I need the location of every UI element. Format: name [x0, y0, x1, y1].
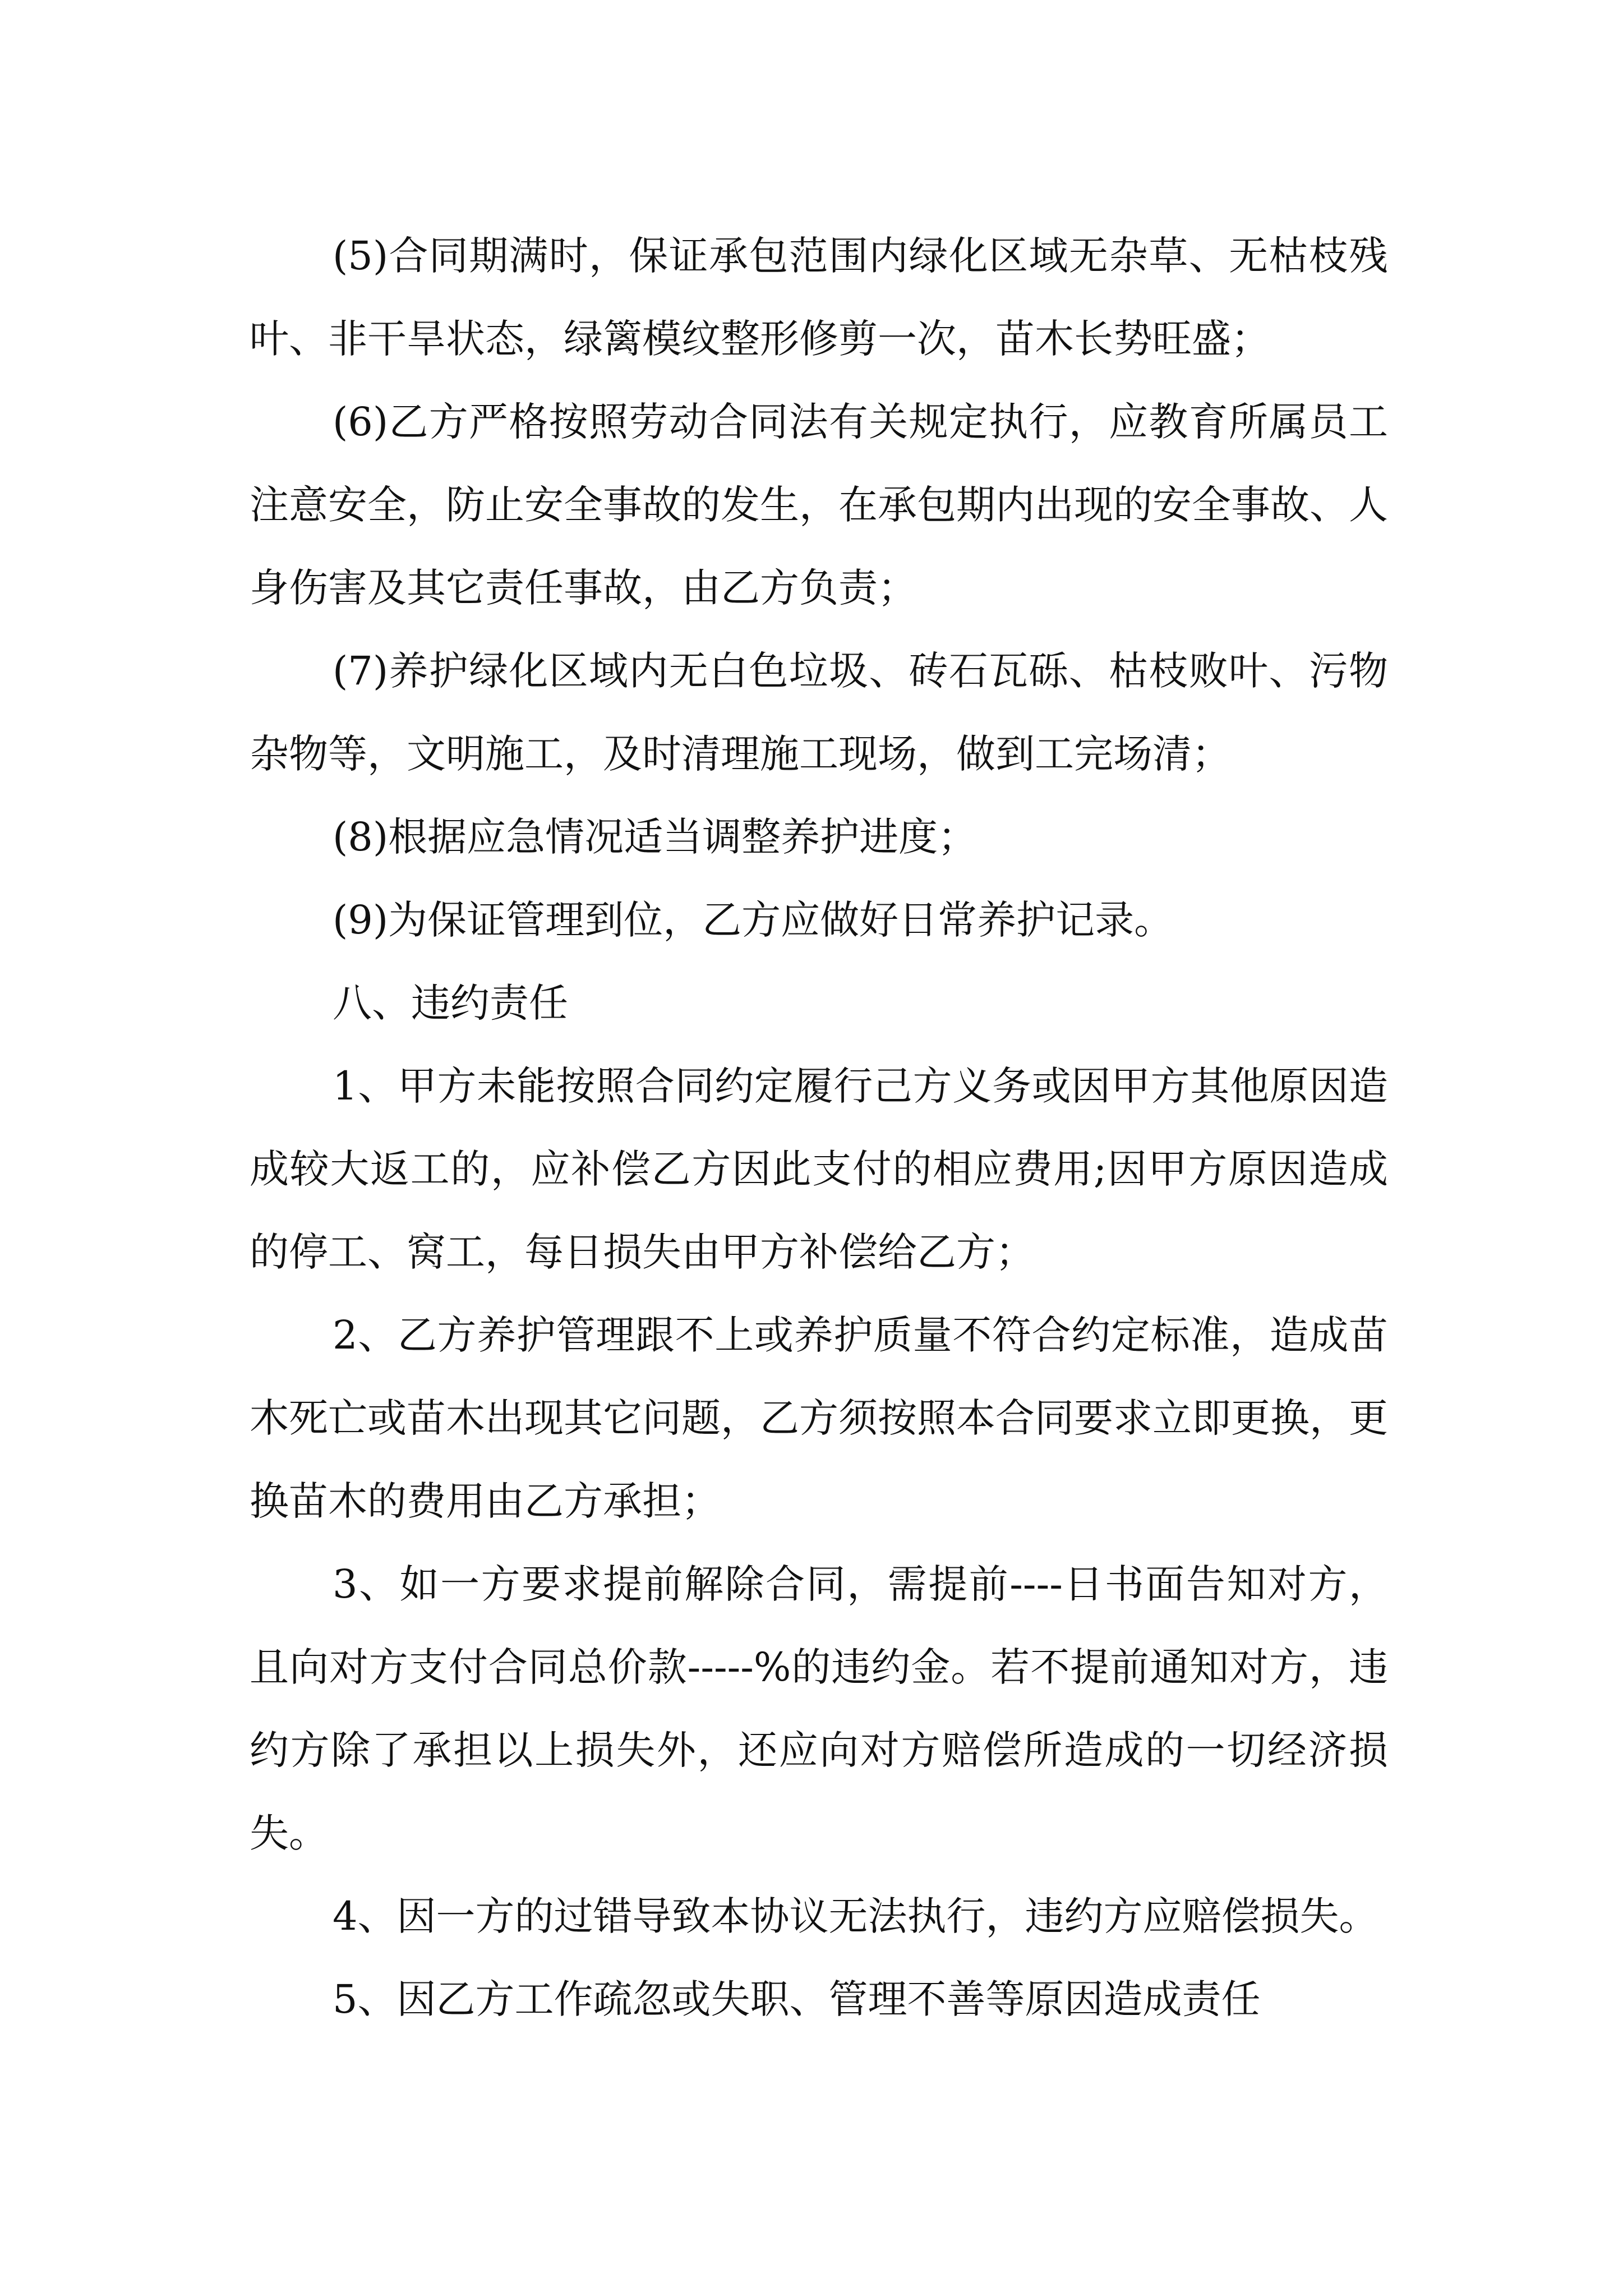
- clause-8-3: 3、如一方要求提前解除合同，需提前----日书面告知对方，且向对方支付合同总价款-----%的违约金。若不提前通知对方，违约方除了承担以上损失外，还应向对方赔偿所造成的一切经济损失。: [250, 1561, 1388, 1856]
- clause-7-7: (7)养护绿化区域内无白色垃圾、砖石瓦砾、枯枝败叶、污物杂物等，文明施工，及时清理施工现场，做到工完场清；: [250, 648, 1388, 777]
- clause-7-8: (8)根据应急情况适当调整养护进度；: [333, 814, 978, 860]
- clause-8-2: 2、乙方养护管理跟不上或养护质量不符合约定标准，造成苗木死亡或苗木出现其它问题，乙方须按照本合同要求立即更换，更换苗木的费用由乙方承担；: [250, 1312, 1388, 1524]
- document-body: [250, 214, 1388, 2041]
- clause-8-1: 1、甲方未能按照合同约定履行己方义务或因甲方其他原因造成较大返工的，应补偿乙方因此支付的相应费用;因甲方原因造成的停工、窝工，每日损失由甲方补偿给乙方；: [250, 1063, 1388, 1275]
- clause-7-6: (6)乙方严格按照劳动合同法有关规定执行，应教育所属员工注意安全，防止安全事故的发生，在承包期内出现的安全事故、人身伤害及其它责任事故，由乙方负责；: [250, 399, 1388, 611]
- clause-8-5: 5、因乙方工作疏忽或失职、管理不善等原因造成责任: [333, 1976, 1261, 2022]
- clause-7-9: (9)为保证管理到位，乙方应做好日常养护记录。: [333, 897, 1174, 943]
- clause-8-4: 4、因一方的过错导致本协议无法执行，违约方应赔偿损失。: [333, 1893, 1378, 1939]
- section-heading-breach-liability: 八、违约责任: [333, 980, 568, 1026]
- clause-7-5: (5)合同期满时，保证承包范围内绿化区域无杂草、无枯枝残叶、非干旱状态，绿篱模纹整形修剪一次，苗木长势旺盛；: [250, 233, 1388, 362]
